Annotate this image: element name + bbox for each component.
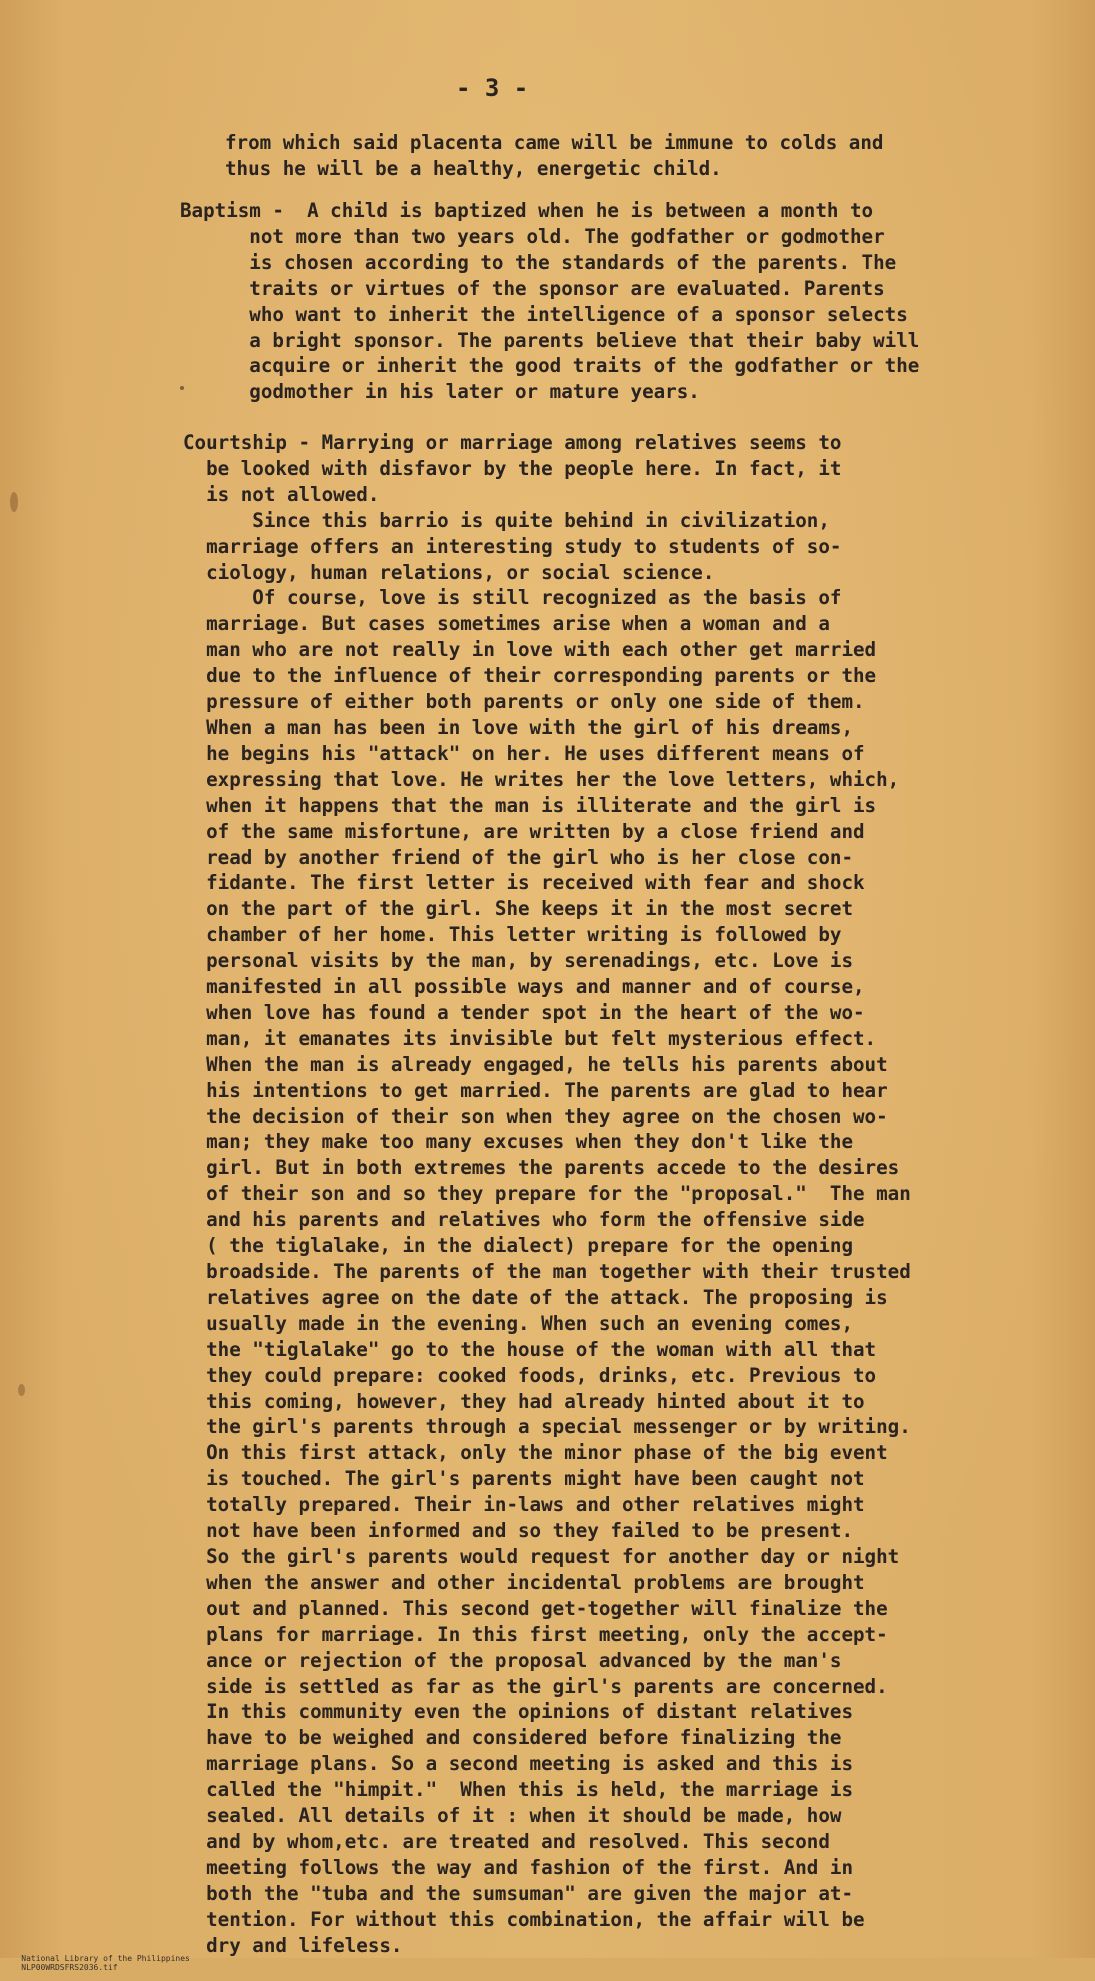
text-line: ance or rejection of the proposal advanced by the man's <box>183 1648 842 1672</box>
text-line: meeting follows the way and fashion of the first. And in <box>183 1855 854 1879</box>
text-line: is not allowed. <box>183 482 380 506</box>
text-line: Courtship - Marrying or marriage among relatives seems to <box>183 431 842 454</box>
text-line: not more than two years old. The godfather or godmother <box>180 224 885 248</box>
baptism-section <box>180 198 919 405</box>
text-line: not have been informed and so they failed to be present. <box>183 1519 854 1543</box>
text-line: they could prepare: cooked foods, drinks, etc. Previous to <box>183 1363 877 1387</box>
text-line: broadside. The parents of the man together with their trusted <box>183 1260 911 1283</box>
text-line: relatives agree on the date of the attack. The proposing is <box>183 1285 888 1309</box>
text-line: tention. For without this combination, the affair will be <box>183 1907 865 1931</box>
continuation-paragraph <box>225 130 883 182</box>
text-line: when love has found a tender spot in the heart of the wo- <box>183 1000 865 1024</box>
text-line: godmother in his later or mature years. <box>180 380 700 404</box>
text-line: called the "himpit." When this is held, the marriage is <box>183 1778 854 1802</box>
text-line: of the same misfortune, are written by a close friend and <box>183 819 865 843</box>
text-line: and by whom,etc. are treated and resolved. This second <box>183 1829 830 1853</box>
text-line: personal visits by the man, by serenadings, etc. Love is <box>183 949 854 973</box>
paper-stain <box>10 492 18 512</box>
text-line: dry and lifeless. <box>183 1933 403 1957</box>
text-line: man, it emanates its invisible but felt mysterious effect. <box>183 1026 877 1050</box>
text-line: ( the tiglalake, in the dialect) prepare for the opening <box>183 1234 854 1258</box>
text-line: expressing that love. He writes her the love letters, which, <box>183 767 900 791</box>
text-line: who want to inherit the intelligence of a sponsor selects <box>180 302 908 326</box>
text-line: marriage. But cases sometimes arise when a woman and a <box>183 612 830 636</box>
text-line: When a man has been in love with the girl of his dreams, <box>183 715 854 739</box>
text-line: traits or virtues of the sponsor are evaluated. Parents <box>180 276 885 300</box>
text-line: a bright sponsor. The parents believe that their baby will <box>180 328 920 352</box>
text-line: the "tiglalake" go to the house of the woman with all that <box>183 1337 877 1361</box>
text-line: when it happens that the man is illiterate and the girl is <box>183 793 877 817</box>
text-line: manifested in all possible ways and manner and of course, <box>183 975 865 999</box>
text-line: man; they make too many excuses when they don't like the <box>183 1130 854 1154</box>
text-line: and his parents and relatives who form the offensive side <box>183 1208 865 1232</box>
text-line: his intentions to get married. The parents are glad to hear <box>183 1078 888 1102</box>
text-line: ciology, human relations, or social science. <box>183 560 715 584</box>
text-line: plans for marriage. In this first meeting, only the accept- <box>183 1622 888 1646</box>
text-line: fidante. The first letter is received with fear and shock <box>183 871 865 895</box>
text-line: on the part of the girl. She keeps it in the most secret <box>183 897 854 921</box>
text-line: he begins his "attack" on her. He uses different means of <box>183 741 865 765</box>
footer-filename: NLP00WRDSFRS2036.tif <box>21 1963 118 1972</box>
text-line: be looked with disfavor by the people here. In fact, it <box>183 456 842 480</box>
text-line: is chosen according to the standards of the parents. The <box>180 250 897 274</box>
text-line: So the girl's parents would request for another day or night <box>183 1544 900 1568</box>
paper-stain <box>18 1384 25 1396</box>
footer-library: National Library of the Philippines <box>21 1954 190 1963</box>
text-line: Since this barrio is quite behind in civilization, <box>183 508 830 532</box>
text-line: both the "tuba and the sumsuman" are given the major at- <box>183 1881 854 1905</box>
page-number: - 3 - <box>456 74 529 102</box>
text-line: acquire or inherit the good traits of the godfather or the <box>180 354 920 378</box>
text-line: sealed. All details of it : when it should be made, how <box>183 1804 842 1828</box>
text-line: Baptism - A child is baptized when he is between a month to <box>180 199 874 222</box>
text-line: man who are not really in love with each other get married <box>183 638 877 662</box>
text-line: marriage offers an interesting study to students of so- <box>183 534 842 558</box>
text-line: Of course, love is still recognized as the basis of <box>183 586 842 610</box>
text-line: side is settled as far as the girl's parents are concerned. <box>183 1674 888 1698</box>
text-line: On this first attack, only the minor phase of the big event <box>183 1441 888 1465</box>
text-line: of their son and so they prepare for the "proposal." The man <box>183 1182 911 1206</box>
text-line: have to be weighed and considered before finalizing the <box>183 1726 842 1750</box>
courtship-section <box>183 430 911 1958</box>
text-line: pressure of either both parents or only one side of them. <box>183 690 865 714</box>
text-line: usually made in the evening. When such an evening comes, <box>183 1311 854 1335</box>
text-line: marriage plans. So a second meeting is asked and this is <box>183 1752 854 1776</box>
text-line: out and planned. This second get-together will finalize the <box>183 1596 888 1620</box>
text-line: when the answer and other incidental problems are brought <box>183 1570 865 1594</box>
text-line: totally prepared. Their in-laws and other relatives might <box>183 1493 865 1517</box>
text-line: read by another friend of the girl who is her close con- <box>183 845 854 869</box>
text-line: due to the influence of their corresponding parents or the <box>183 664 877 688</box>
text-line: girl. But in both extremes the parents accede to the desires <box>183 1156 900 1180</box>
scan-footer <box>2 1945 208 1981</box>
text-line: the girl's parents through a special messenger or by writing. <box>183 1415 911 1439</box>
text-line: the decision of their son when they agree on the chosen wo- <box>183 1104 888 1128</box>
text-line: this coming, however, they had already hinted about it to <box>183 1389 865 1413</box>
text-line: chamber of her home. This letter writing is followed by <box>183 923 842 947</box>
text-line: thus he will be a healthy, energetic child. <box>225 156 722 180</box>
text-line: When the man is already engaged, he tells his parents about <box>183 1052 888 1076</box>
text-line: is touched. The girl's parents might have been caught not <box>183 1467 865 1491</box>
text-line: from which said placenta came will be immune to colds and <box>225 131 884 154</box>
text-line: In this community even the opinions of distant relatives <box>183 1700 854 1724</box>
